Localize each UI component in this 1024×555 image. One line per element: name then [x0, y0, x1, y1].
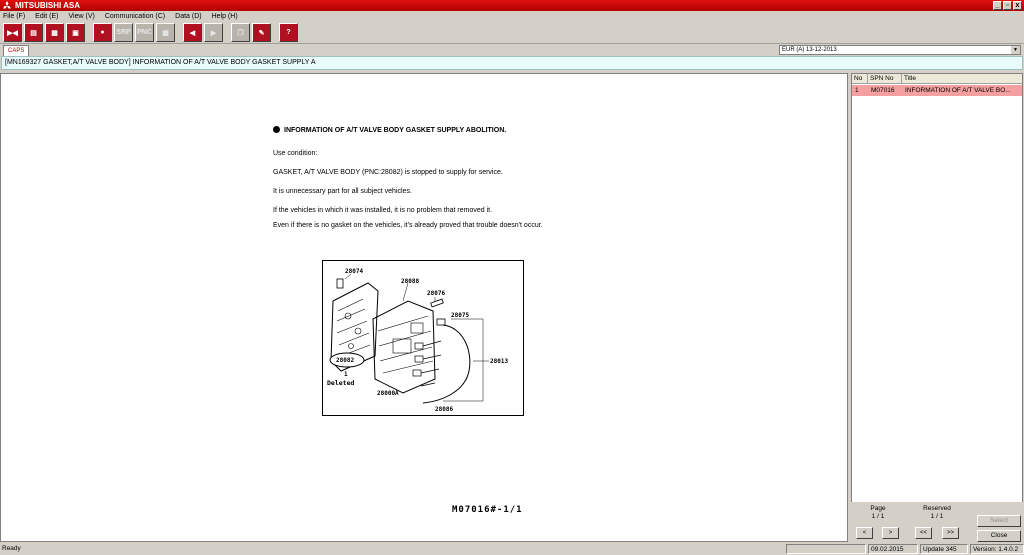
tab-caps[interactable]: CAPS — [3, 45, 29, 56]
part-info-bar: [MN169327 GASKET,A/T VALVE BODY] INFORMATION OF A/T VALVE BODY GASKET SUPPLY A — [1, 56, 1023, 70]
bulletin-list — [851, 73, 1023, 542]
arrow-right-icon: ▶ — [210, 29, 217, 37]
pnc-button[interactable]: PNC — [135, 23, 154, 42]
label-28000a: 28000A — [377, 390, 399, 397]
help-button[interactable]: ? — [279, 23, 298, 42]
reserved-label: Reserved — [923, 505, 951, 512]
reserved-value: 1 / 1 — [930, 513, 944, 520]
menu-data[interactable]: Data (D) — [175, 13, 202, 20]
column-title[interactable]: Title — [904, 75, 917, 82]
paging-panel — [851, 502, 1023, 542]
next-page-button[interactable]: > — [882, 527, 899, 539]
row-spn: M07016 — [871, 87, 895, 94]
page-icon: ▤ — [30, 29, 37, 37]
document-paragraph: GASKET, A/T VALVE BODY (PNC:28082) is stopped to supply for service. — [273, 169, 503, 176]
status-bar — [0, 544, 1024, 555]
dot-icon: ● — [100, 29, 105, 36]
document-footer: M07016#-1/1 — [452, 505, 523, 515]
document-paragraph: If the vehicles in which it was installed, it is no problem that removed it. — [273, 207, 493, 214]
label-28074: 28074 — [345, 268, 364, 275]
close-window-button[interactable]: x — [1013, 1, 1022, 10]
home-button[interactable] — [3, 23, 22, 42]
toolbar — [0, 22, 1024, 44]
page-value: 1 / 1 — [871, 513, 885, 520]
menu-view[interactable]: View (V) — [68, 13, 95, 20]
copy-icon: ❐ — [237, 29, 244, 37]
row-no: 1 — [855, 87, 859, 94]
record-button[interactable] — [93, 23, 112, 42]
label-qty: 1 — [344, 371, 348, 378]
document-paragraph: Even if there is no gasket on the vehicles, it's already proved that trouble doesn't occur. — [273, 222, 543, 229]
label-28086: 28086 — [435, 406, 454, 413]
print-preview-button[interactable] — [24, 23, 43, 42]
next-button[interactable] — [204, 23, 223, 42]
first-reserved-button[interactable]: << — [915, 527, 932, 539]
label-28088: 28088 — [401, 278, 420, 285]
document-paragraph: Use condition: — [273, 150, 318, 157]
previous-button[interactable] — [183, 23, 202, 42]
list-row[interactable] — [852, 85, 1022, 96]
column-spn[interactable]: SPN No — [868, 74, 902, 83]
chevron-down-icon[interactable]: ▼ — [1011, 46, 1020, 54]
select-button[interactable]: Select — [977, 515, 1021, 527]
page-label: Page — [870, 505, 886, 512]
restore-button[interactable]: ▫ — [1003, 1, 1012, 10]
menu-communication[interactable]: Communication (C) — [104, 13, 166, 20]
document-view[interactable] — [0, 73, 848, 542]
row-title: INFORMATION OF A/T VALVE BO... — [905, 87, 1011, 94]
arrow-left-icon: ◀ — [189, 29, 196, 37]
menu-bar — [0, 11, 1024, 22]
column-no[interactable]: No — [852, 74, 868, 83]
srp-button[interactable]: SRP — [114, 23, 133, 42]
menu-edit[interactable]: Edit (E) — [35, 13, 59, 20]
copy-button[interactable] — [231, 23, 250, 42]
minimize-button[interactable]: _ — [993, 1, 1002, 10]
menu-help[interactable]: Help (H) — [211, 13, 238, 20]
document-paragraph: It is unnecessary part for all subject vehicles. — [273, 188, 412, 195]
bullet-icon — [273, 126, 280, 133]
label-deleted: Deleted — [327, 379, 355, 387]
grid-button[interactable] — [156, 23, 175, 42]
status-empty — [786, 544, 866, 554]
status-text: Ready — [2, 545, 21, 552]
status-update: Update 345 — [920, 544, 968, 554]
disk-icon: ▣ — [72, 29, 79, 37]
notes-icon: ✎ — [258, 29, 265, 37]
window-title: MITSUBISHI ASA — [15, 1, 81, 10]
save-button[interactable] — [66, 23, 85, 42]
close-button[interactable]: Close — [977, 530, 1021, 542]
prev-page-button[interactable]: < — [856, 527, 873, 539]
printer-icon: ▦ — [51, 29, 58, 37]
menu-file[interactable]: File (F) — [3, 13, 26, 20]
label-28013: 28013 — [490, 358, 509, 365]
grid-icon: ▦ — [162, 29, 169, 37]
last-reserved-button[interactable]: >> — [942, 527, 959, 539]
status-date: 09.02.2015 — [868, 544, 918, 554]
label-28082: 28082 — [336, 357, 355, 364]
region-select-value: EUR (A) 13-12-2013 — [782, 47, 837, 53]
document-heading: INFORMATION OF A/T VALVE BODY GASKET SUPPLY ABOLITION. — [273, 126, 583, 135]
label-28075: 28075 — [451, 312, 470, 319]
home-icon: ▶◀ — [7, 29, 18, 37]
mitsubishi-logo-icon — [2, 1, 12, 11]
label-28076: 28076 — [427, 290, 446, 297]
region-select[interactable] — [779, 45, 1021, 55]
document-text — [273, 126, 583, 240]
parts-diagram — [322, 260, 524, 416]
status-version: Version: 1.4.0.2 — [970, 544, 1024, 554]
print-button[interactable] — [45, 23, 64, 42]
title-bar — [0, 0, 1024, 11]
notes-button[interactable] — [252, 23, 271, 42]
list-header — [852, 74, 1022, 84]
